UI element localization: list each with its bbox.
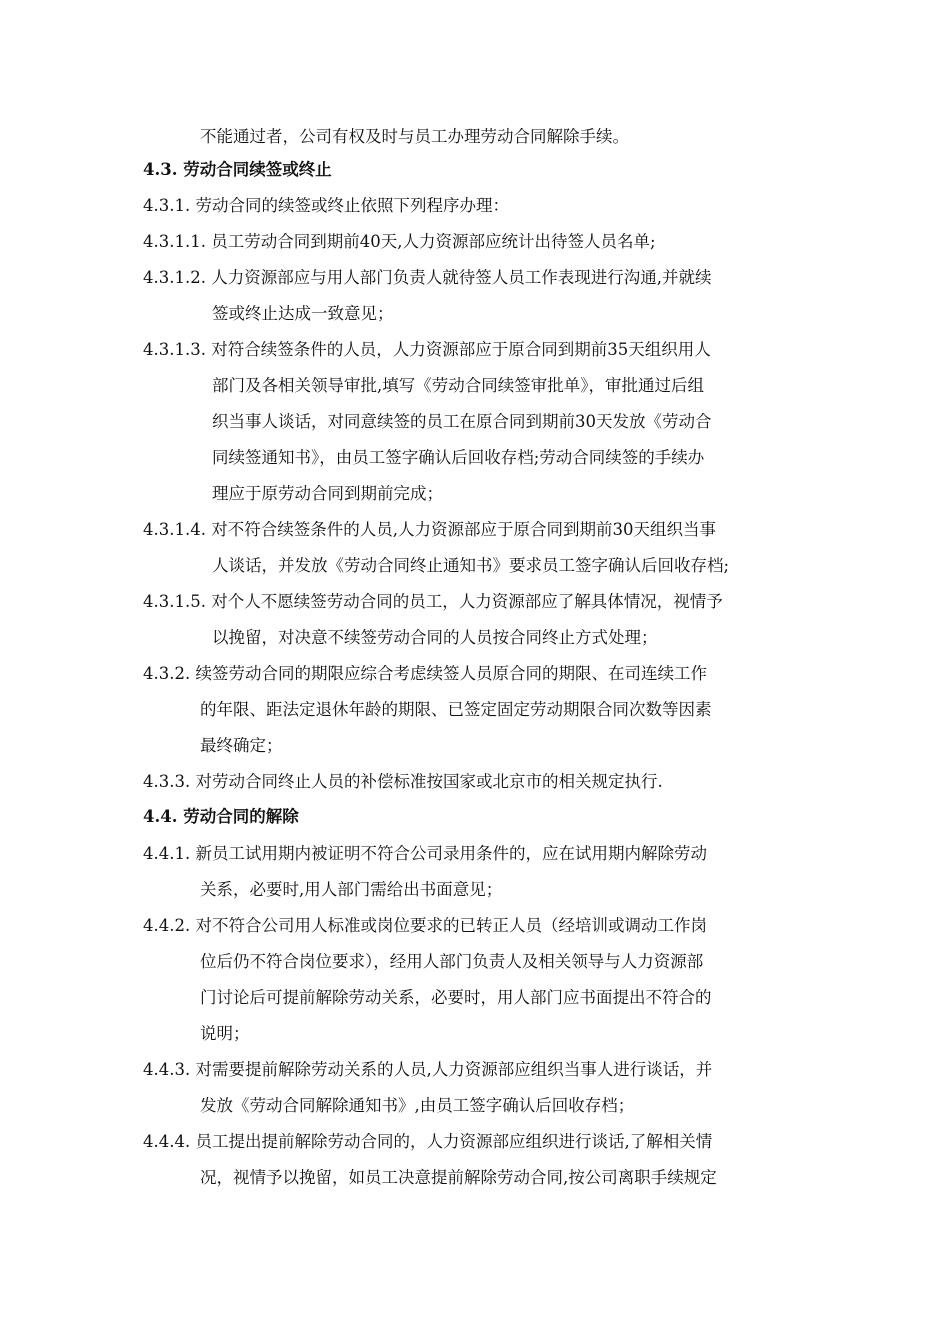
section-heading: 4.4. 劳动合同的解除 [143,807,299,826]
text-line: 最终确定； [200,736,283,755]
text-line: 以挽留，对决意不续签劳动合同的人员按合同终止方式处理； [212,628,658,647]
text-line: 部门及各相关领导审批,填写《劳动合同续签审批单》，审批通过后组 [212,376,704,395]
text-line: 4.3.1.1. 员工劳动合同到期前40天,人力资源部应统计出待签人员名单; [143,232,656,251]
text-line: 关系，必要时,用人部门需给出书面意见； [200,880,503,899]
text-line: 织当事人谈话，对同意续签的员工在原合同到期前30天发放《劳动合 [212,412,712,431]
text-line: 况，视情予以挽留，如员工决意提前解除劳动合同,按公司离职手续规定 [200,1168,717,1187]
text-line: 4.4.2. 对不符合公司用人标准或岗位要求的已转正人员（经培训或调动工作岗 [143,916,707,935]
text-line: 4.3.3. 对劳动合同终止人员的补偿标准按国家或北京市的相关规定执行. [143,772,663,791]
text-line: 4.4.1. 新员工试用期内被证明不符合公司录用条件的，应在试用期内解除劳动 [143,844,707,863]
text-line: 4.4.4. 员工提出提前解除劳动合同的，人力资源部应组织进行谈话,了解相关情 [143,1132,713,1151]
text-line: 的年限、距法定退休年龄的期限、已签定固定劳动期限合同次数等因素 [200,700,712,719]
text-line: 4.4.3. 对需要提前解除劳动关系的人员,人力资源部应组织当事人进行谈话，并 [143,1060,713,1079]
section-heading: 4.3. 劳动合同续签或终止 [143,160,332,179]
text-line: 4.3.1.3. 对符合续签条件的人员，人力资源部应于原合同到期前35天组织用人 [143,340,711,359]
text-line: 不能通过者，公司有权及时与员工办理劳动合同解除手续。 [200,127,629,146]
text-line: 同续签通知书》，由员工签字确认后回收存档;劳动合同续签的手续办 [212,448,705,467]
text-line: 4.3.1.4. 对不符合续签条件的人员,人力资源部应于原合同到期前30天组织当事 [143,520,716,539]
text-line: 说明； [200,1024,250,1043]
text-line: 门讨论后可提前解除劳动关系，必要时，用人部门应书面提出不符合的 [200,988,712,1007]
text-line: 理应于原劳动合同到期前完成； [212,484,443,503]
text-line: 发放《劳动合同解除通知书》,由员工签字确认后回收存档； [200,1096,635,1115]
text-line: 4.3.1. 劳动合同的续签或终止依照下列程序办理： [143,196,509,215]
text-line: 位后仍不符合岗位要求），经用人部门负责人及相关领导与人力资源部 [200,952,704,971]
text-line: 4.3.1.2. 人力资源部应与用人部门负责人就待签人员工作表现进行沟通,并就续 [143,268,712,287]
text-line: 4.3.2. 续签劳动合同的期限应综合考虑续签人员原合同的期限、在司连续工作 [143,664,707,683]
text-line: 签或终止达成一致意见； [212,304,394,323]
text-line: 4.3.1.5. 对个人不愿续签劳动合同的员工，人力资源部应了解具体情况，视情予 [143,592,723,611]
text-line: 人谈话，并发放《劳动合同终止通知书》要求员工签字确认后回收存档; [212,556,730,575]
